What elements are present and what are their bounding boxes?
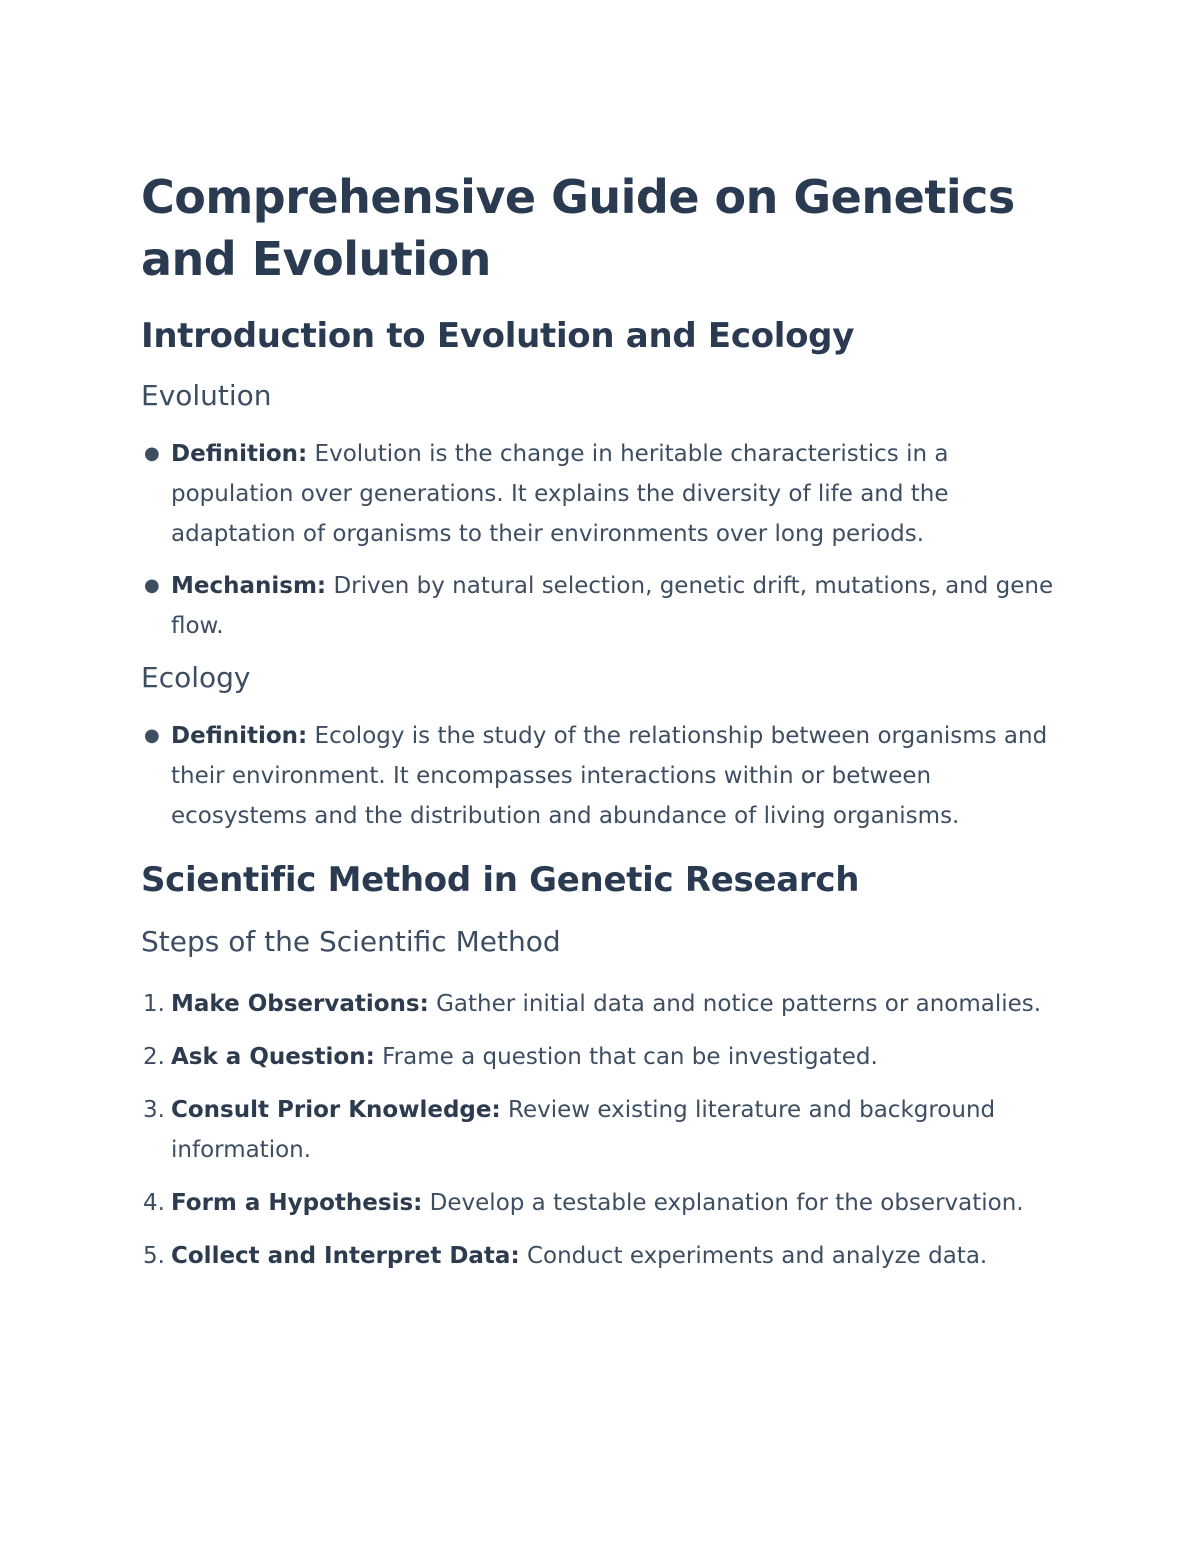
document-title: Comprehensive Guide on Genetics and Evolution [141,170,1015,286]
list-item [141,1090,1061,1170]
item-term: Make Observations: [171,991,429,1017]
list-item [141,1037,1061,1077]
section-heading-intro: Introduction to Evolution and Ecology [141,316,855,356]
subsection-heading-ecology: Ecology [141,661,251,694]
list-number: 1. [143,991,165,1017]
list-number: 5. [143,1243,165,1269]
item-term: Definition: [171,723,308,749]
item-term: Definition: [171,441,308,467]
bullet-icon: ● [144,443,160,464]
list-item [141,1236,1061,1276]
item-term: Collect and Interpret Data: [171,1243,520,1269]
item-text: Ecology is the study of the relationship between organisms and their environment. It encompasses interactions within or between ecosystems and the distribution and abundance of living organisms. [171,723,1048,829]
item-text: Gather initial data and notice patterns or anomalies. [428,991,1042,1017]
list-number: 2. [143,1044,165,1070]
steps-numbered-list [141,984,1061,1276]
list-item [141,716,1061,836]
bullet-icon: ● [144,575,160,596]
list-number: 3. [143,1097,165,1123]
item-term: Consult Prior Knowledge: [171,1097,501,1123]
evolution-bullet-list [141,434,1061,646]
list-item [141,566,1061,646]
bullet-icon: ● [144,725,160,746]
item-term: Mechanism: [171,573,327,599]
item-text: Driven by natural selection, genetic drift, mutations, and gene flow. [171,573,1054,639]
subsection-heading-evolution: Evolution [141,379,272,412]
item-text: Review existing literature and background information. [171,1097,996,1163]
item-text: Develop a testable explanation for the observation. [422,1190,1024,1216]
item-term: Ask a Question: [171,1044,375,1070]
item-text: Evolution is the change in heritable characteristics in a population over generations. It explains the diversity of life and the adaptation of organisms to their environments over long periods. [171,441,949,547]
list-item [141,434,1061,554]
list-item [141,984,1061,1024]
section-heading-scientific-method: Scientific Method in Genetic Research [141,860,860,900]
ecology-bullet-list [141,716,1061,836]
item-text: Conduct experiments and analyze data. [519,1243,988,1269]
item-term: Form a Hypothesis: [171,1190,423,1216]
subsection-heading-steps: Steps of the Scientific Method [141,925,561,958]
list-item [141,1183,1061,1223]
list-number: 4. [143,1190,165,1216]
document-page [141,166,1061,1289]
item-text: Frame a question that can be investigated. [374,1044,878,1070]
